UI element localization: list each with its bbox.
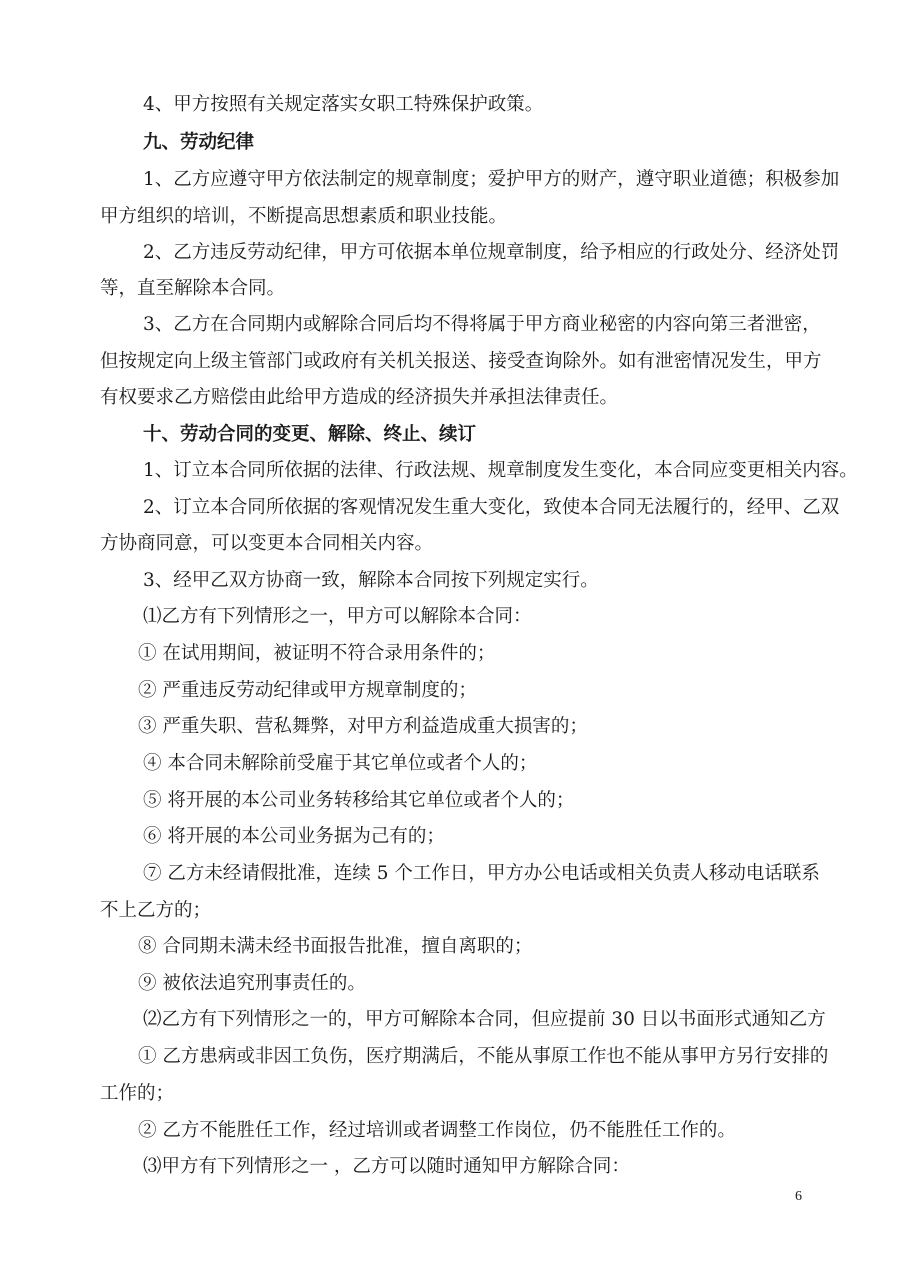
paragraph-line: 方协商同意，可以变更本合同相关内容。 [100,533,434,554]
paragraph-line: 有权要求乙方赔偿由此给甲方造成的经济损失并承担法律责任。 [100,387,619,408]
list-item: ⑥ 将开展的本公司业务据为己有的； [143,826,445,847]
list-item: ② 乙方不能胜任工作，经过培训或者调整工作岗位，仍不能胜任工作的。 [138,1120,736,1141]
list-heading: ⑵乙方有下列情形之一的，甲方可解除本合同，但应提前 30 日以书面形式通知乙方 [143,1009,826,1030]
paragraph-line: 4、甲方按照有关规定落实女职工特殊保护政策。 [143,94,544,115]
list-item: ③ 严重失职、营私舞弊，对甲方利益造成重大损害的； [138,716,588,737]
list-item: ⑤ 将开展的本公司业务转移给其它单位或者个人的； [143,790,575,811]
list-item-continuation: 不上乙方的； [100,900,212,921]
list-item-continuation: 工作的； [100,1083,175,1104]
section-heading: 十、劳动合同的变更、解除、终止、续订 [143,424,477,445]
list-item: ⑨ 被依法追究刑事责任的。 [138,973,366,994]
section-heading: 九、劳动纪律 [143,132,255,153]
list-item: ① 在试用期间，被证明不符合录用条件的； [138,643,496,664]
list-heading: ⑴乙方有下列情形之一，甲方可以解除本合同： [143,606,532,627]
list-heading: ⑶甲方有下列情形之一 ，乙方可以随时通知甲方解除合同： [143,1156,630,1177]
paragraph-line: 1、订立本合同所依据的法律、行政法规、规章制度发生变化，本合同应变更相关内容。 [143,460,858,481]
list-item: ④ 本合同未解除前受雇于其它单位或者个人的； [143,753,538,774]
page-number: 6 [795,1189,802,1204]
paragraph-line: 等，直至解除本合同。 [100,278,286,299]
list-item: ⑦ 乙方未经请假批准，连续 5 个工作日，甲方办公电话或相关负责人移动电话联系 [143,863,820,884]
paragraph-line: 甲方组织的培训，不断提高思想素质和职业技能。 [100,206,508,227]
paragraph-line: 2、乙方违反劳动纪律，甲方可依据本单位规章制度，给予相应的行政处分、经济处罚 [143,242,840,263]
list-item: ⑧ 合同期未满未经书面报告批准，擅自离职的； [138,936,533,957]
paragraph-line: 3、乙方在合同期内或解除合同后均不得将属于甲方商业秘密的内容向第三者泄密， [143,314,821,335]
paragraph-line: 但按规定向上级主管部门或政府有关机关报送、接受查询除外。如有泄密情况发生，甲方 [100,351,822,372]
paragraph-line: 2、订立本合同所依据的客观情况发生重大变化，致使本合同无法履行的，经甲、乙双 [143,497,840,518]
paragraph-line: 1、乙方应遵守甲方依法制定的规章制度；爱护甲方的财产，遵守职业道德；积极参加 [143,169,840,190]
paragraph-line: 3、经甲乙双方协商一致，解除本合同按下列规定实行。 [143,570,599,591]
list-item: ② 严重违反劳动纪律或甲方规章制度的； [138,680,477,701]
list-item: ① 乙方患病或非因工负伤，医疗期满后，不能从事原工作也不能从事甲方另行安排的 [138,1046,829,1067]
